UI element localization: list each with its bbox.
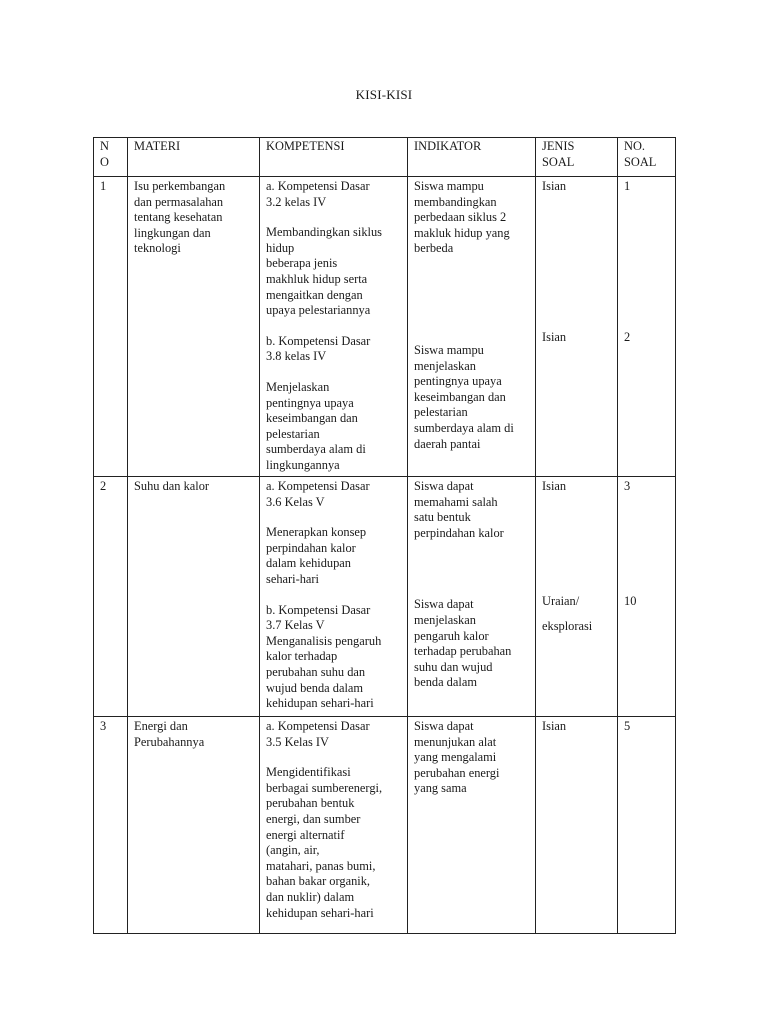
no-soal-a: 1 bbox=[624, 179, 631, 193]
kompetensi-a-heading: a. Kompetensi Dasar 3.5 Kelas IV bbox=[266, 719, 370, 749]
indikator-a: Siswa dapat memahami salah satu bentuk perpindahan kalor bbox=[414, 479, 504, 540]
materi-cell: Suhu dan kalor bbox=[128, 477, 260, 717]
materi-cell: Isu perkembangan dan permasalahan tentang kesehatan lingkungan dan teknologi bbox=[128, 177, 260, 477]
indikator-cell bbox=[408, 477, 536, 717]
table-row bbox=[94, 477, 676, 717]
indikator-b: Siswa dapat menjelaskan pengaruh kalor terhadap perubahan suhu dan wujud benda dalam bbox=[414, 597, 512, 690]
no-soal-b: 10 bbox=[624, 593, 637, 608]
jenis-soal-b-line2: eksplorasi bbox=[542, 619, 593, 634]
table-header-row bbox=[94, 138, 676, 177]
table-row bbox=[94, 717, 676, 934]
indikator-b: Siswa mampu menjelaskan pentingnya upaya keseimbangan dan pelestarian sumberdaya alam di daerah pantai bbox=[414, 342, 514, 451]
header-kompetensi: KOMPETENSI bbox=[260, 138, 408, 177]
row-number: 2 bbox=[94, 477, 128, 717]
document-title: KISI-KISI bbox=[355, 87, 413, 102]
no-soal-cell: 5 bbox=[618, 717, 676, 934]
jenis-soal-a: Isian bbox=[542, 179, 567, 193]
jenis-soal-b: Isian bbox=[542, 329, 567, 344]
header-materi: MATERI bbox=[128, 138, 260, 177]
materi-cell: Energi dan Perubahannya bbox=[128, 717, 260, 934]
kompetensi-a-description: Mengidentifikasi berbagai sumberenergi, perubahan bentuk energi, dan sumber energi alternatif (angin, air, matahari, panas bumi, bahan bakar organik, dan nuklir) dalam kehidupan sehari-hari bbox=[266, 765, 383, 920]
no-soal-cell bbox=[618, 477, 676, 717]
jenis-soal-cell bbox=[536, 177, 618, 477]
kisi-kisi-table bbox=[93, 137, 676, 934]
jenis-soal-cell bbox=[536, 477, 618, 717]
header-no: N O bbox=[94, 138, 128, 177]
no-soal-b: 2 bbox=[624, 329, 631, 344]
no-soal-a: 3 bbox=[624, 479, 631, 493]
kompetensi-a-description: Membandingkan siklus hidup beberapa jenis makhluk hidup serta mengaitkan dengan upaya pelestariannya bbox=[266, 225, 382, 318]
kompetensi-b-heading: b. Kompetensi Dasar 3.7 Kelas V Menganalisis pengaruh kalor terhadap perubahan suhu dan wujud benda dalam kehidupan sehari-hari bbox=[266, 602, 382, 711]
header-indikator: INDIKATOR bbox=[408, 138, 536, 177]
header-jenis-soal: JENIS SOAL bbox=[536, 138, 618, 177]
jenis-soal-b-line1: Uraian/ bbox=[542, 593, 580, 608]
kompetensi-cell bbox=[260, 717, 408, 934]
no-soal-cell bbox=[618, 177, 676, 477]
indikator-cell: Siswa dapat menunjukan alat yang mengalami perubahan energi yang sama bbox=[408, 717, 536, 934]
kompetensi-cell bbox=[260, 177, 408, 477]
kompetensi-b-heading: b. Kompetensi Dasar 3.8 kelas IV bbox=[266, 333, 371, 364]
indikator-cell bbox=[408, 177, 536, 477]
row-number: 3 bbox=[94, 717, 128, 934]
row-number: 1 bbox=[94, 177, 128, 477]
kompetensi-cell bbox=[260, 477, 408, 717]
kompetensi-a-heading: a. Kompetensi Dasar 3.6 Kelas V bbox=[266, 479, 370, 509]
indikator-a: Siswa mampu membandingkan perbedaan siklus 2 makluk hidup yang berbeda bbox=[414, 179, 510, 256]
jenis-soal-a: Isian bbox=[542, 479, 567, 493]
kompetensi-b-description: Menjelaskan pentingnya upaya keseimbangan dan pelestarian sumberdaya alam di lingkungannya bbox=[266, 379, 366, 472]
kompetensi-a-heading: a. Kompetensi Dasar 3.2 kelas IV bbox=[266, 179, 370, 209]
table-row bbox=[94, 177, 676, 477]
jenis-soal-cell: Isian bbox=[536, 717, 618, 934]
kompetensi-a-description: Menerapkan konsep perpindahan kalor dalam kehidupan sehari-hari bbox=[266, 525, 367, 586]
header-no-soal: NO. SOAL bbox=[618, 138, 676, 177]
